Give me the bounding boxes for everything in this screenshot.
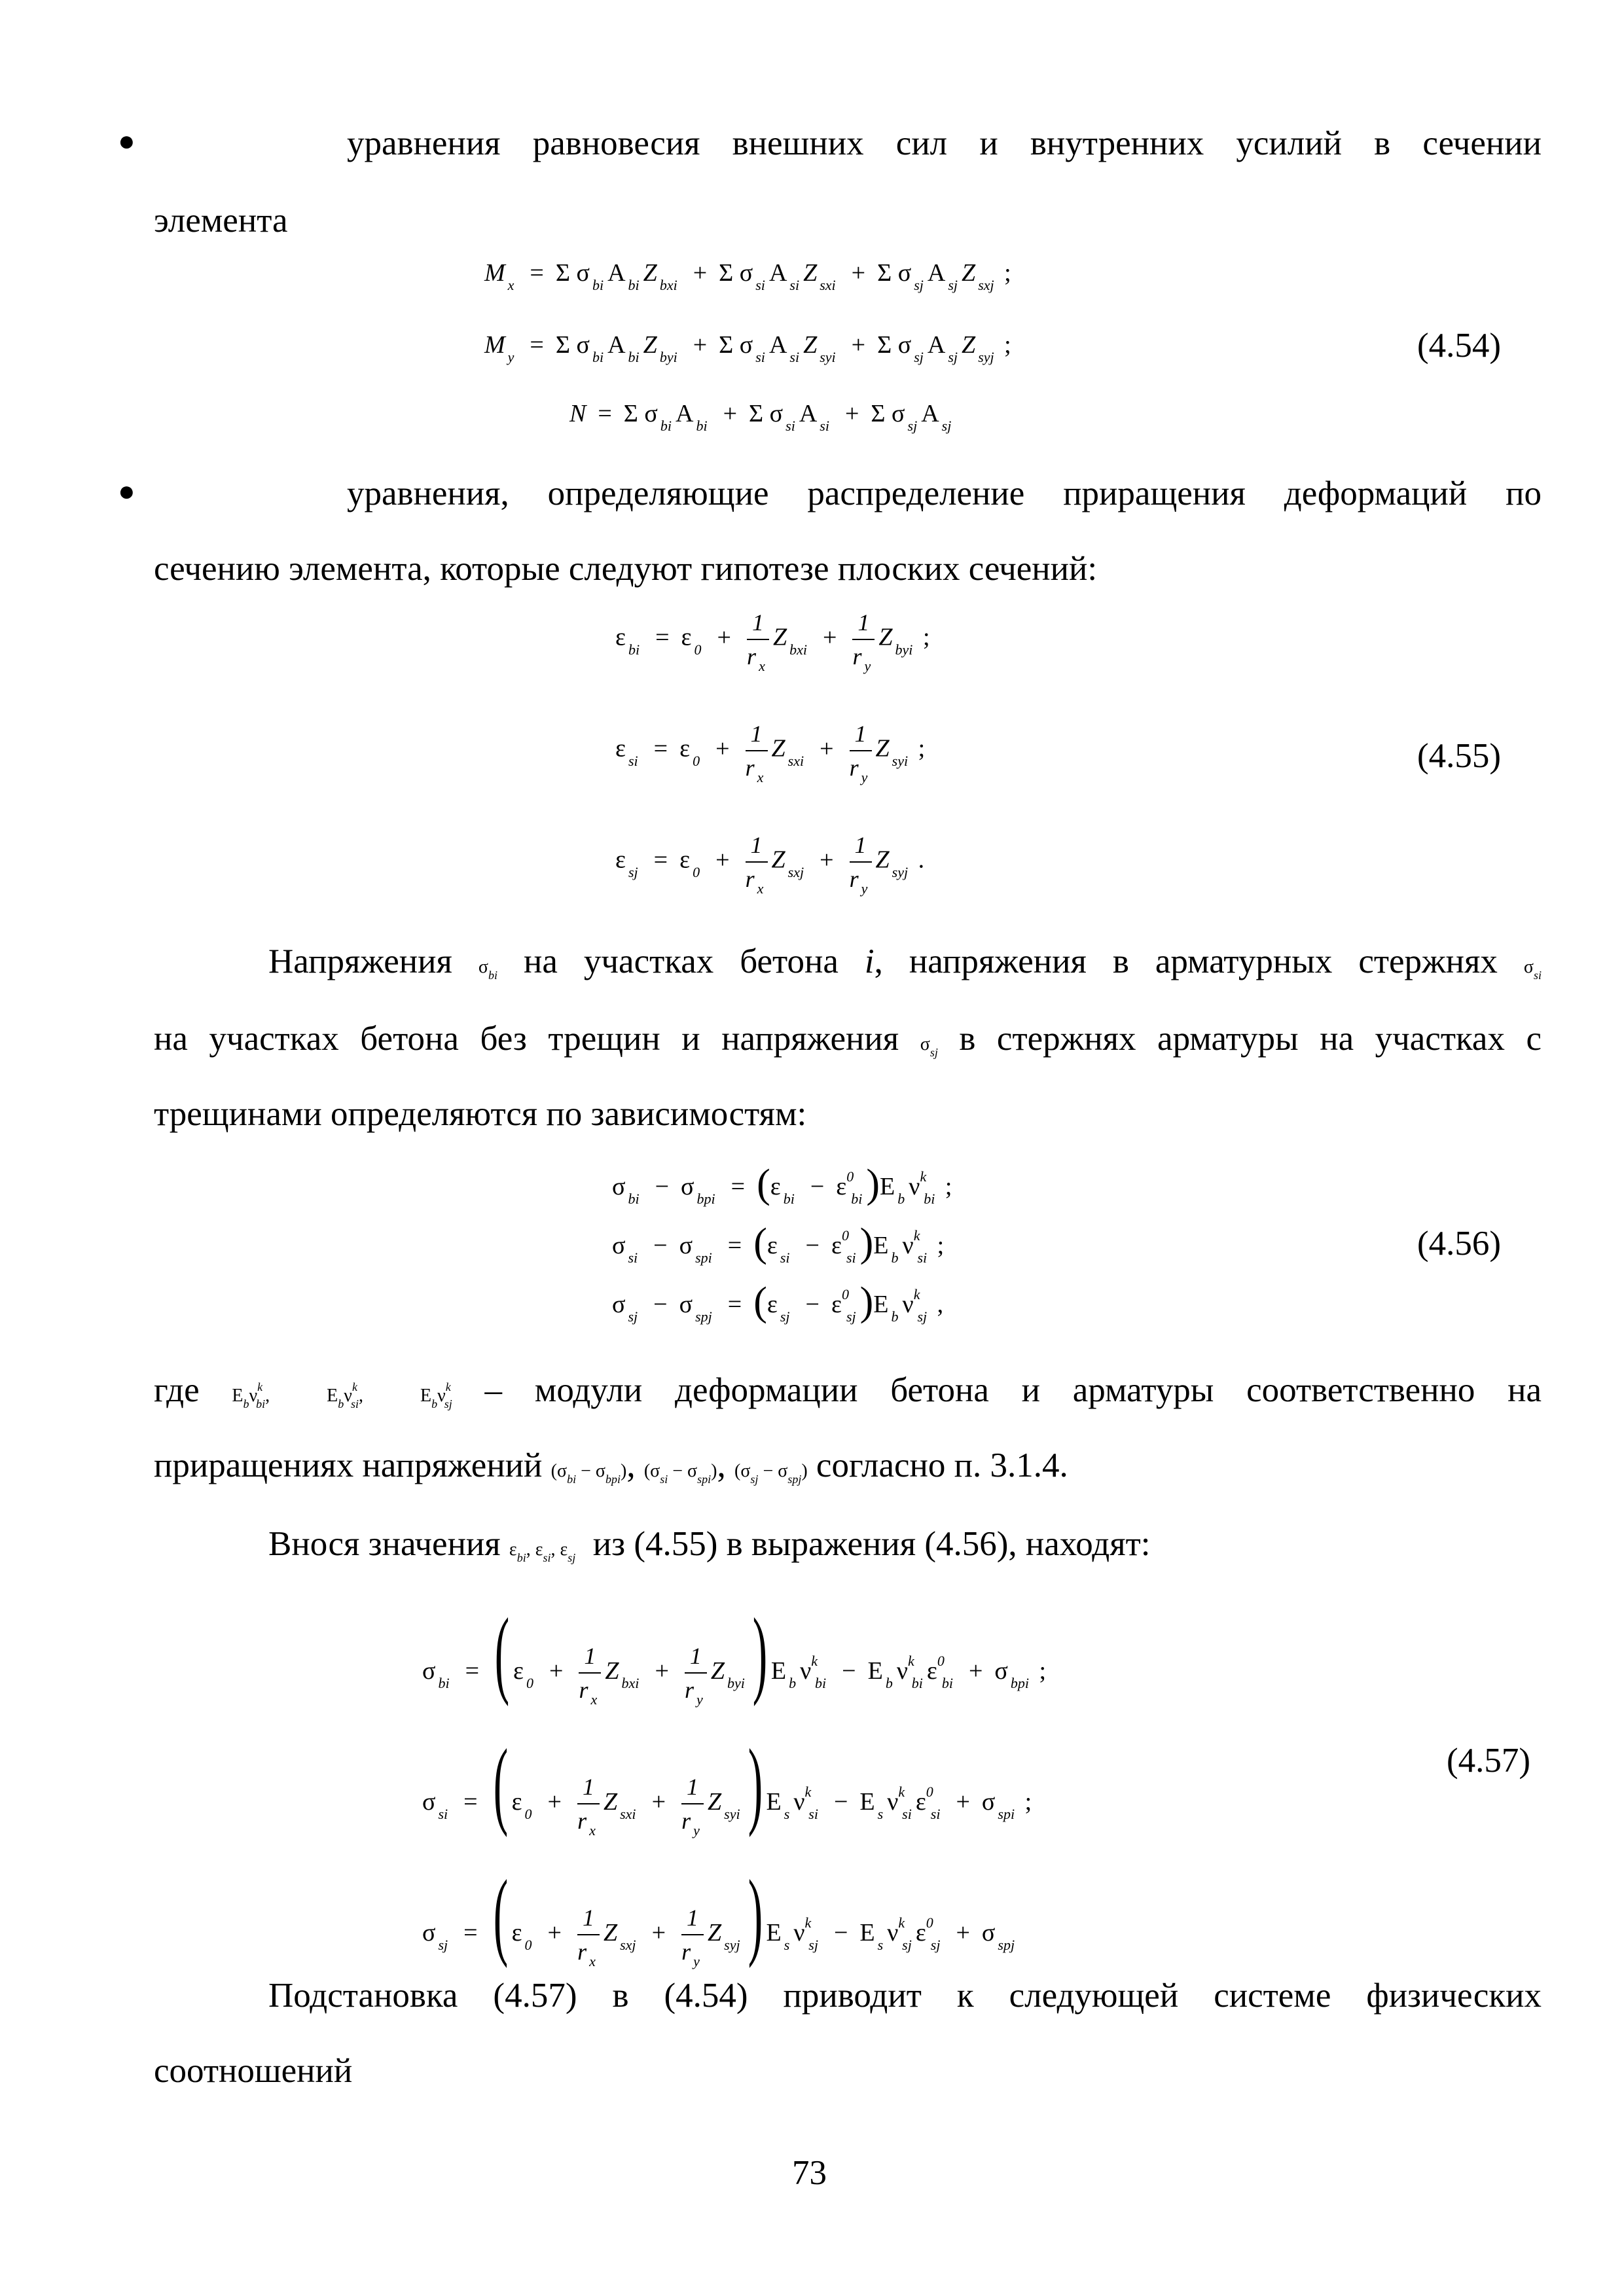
paragraph-substitution-line1: Подстановка (4.57) в (4.54) приводит к следующей системе физических [268,1977,1542,2015]
equation-number: (4.54) [1417,327,1502,365]
equation-number: (4.56) [1417,1225,1502,1263]
equation-sigma-bi-full: σ $_{bi}$ = ( ε $_0$ + $\frac{1}{r _x}$ Z $_{bxi}$ + $\frac{1}{r _y}$ Z $_{byi}$) E $_b$ $\nu^k_{bi} - E$ $_b$ $\nu^k_{bi}$ $\varepsilon^0_{bi} + \sigma$ $_{bpi}$ ; [422,1598,1047,1708]
equation-n: N = Σ σ $_{bi}$ A $_{bi}$ + Σ σ $_{si}$ A $_{si}$ + Σ σ $_{sj}$ A $_{sj}$ [569,400,952,434]
equation-my: M $_y$ = Σ σ $_{bi}$ A $_{bi}$ Z $_{byi}$ + Σ σ $_{si}$ A $_{si}$ Z $_{syi}$ + Σ σ $_{sj}$ A $_{sj}$ Z $_{syj}$ ; [484,331,1011,365]
paragraph-moduli-line2: приращениях напряжений $(\sigma_{bi} - \sigma_{bpi})$, $(\sigma_{si} - \sigma_{spi})$, $(\sigma_{sj} - \sigma_{spj})$ согласно п. 3.1.4. [154,1446,1068,1486]
bullet-text-2: уравнения, определяющие распределение приращения деформаций по [347,475,1542,512]
bullet-text-2-cont: сечению элемента, которые следуют гипотезе плоских сечений: [154,550,1098,588]
bullet-text-1: уравнения равновесия внешних сил и внутренних усилий в сечении [347,124,1542,162]
equation-sigma-bi: σ $_{bi}$ − σ $_{bpi}$ = (ε $_{bi} - \varepsilon^0_{bi})E$ $_b$ $\nu^k_{bi}$ ; [612,1162,952,1207]
paragraph-substitution-line2: соотношений [154,2052,353,2090]
equation-eps-bi: ε $_{bi}$ = ε $_0$ + $\frac{1}{r _x}$ Z $_{bxi}$ + $\frac{1}{r _y}$ Z $_{byi}$ ; [615,609,930,674]
page-number: 73 [792,2154,827,2192]
paragraph-stress-line1: Напряжения $\sigma_{bi}$ на участках бетона i, напряжения в арматурных стержнях $\sigma_{si}$ [268,942,1542,982]
equation-eps-si: ε $_{si}$ = ε $_0$ + $\frac{1}{r _x}$ Z $_{sxi}$ + $\frac{1}{r _y}$ Z $_{syi}$ ; [615,721,926,785]
equation-number: (4.55) [1417,737,1502,775]
equation-sigma-sj: σ $_{sj}$ − σ $_{spj}$ = (ε $_{sj} - \varepsilon^0_{sj})E$ $_b$ $\nu^k_{sj}$ , [612,1280,944,1325]
bullet-text-1-cont: элемента [154,202,288,240]
equation-mx: M $_x$ = Σ σ $_{bi}$ A $_{bi}$ Z $_{bxi}$ + Σ σ $_{si}$ A $_{si}$ Z $_{sxi}$ + Σ σ $_{sj}$ A $_{sj}$ Z $_{sxj}$ ; [484,259,1011,293]
equation-sigma-sj-full: σ $_{sj}$ = ( ε $_0$ + $\frac{1}{r _x}$ Z $_{sxj}$ + $\frac{1}{r _y}$ Z $_{syj}$) E $_s$ $\nu^k_{sj} - E$ $_s$ $\nu^k_{sj}$ $\varepsilon^0_{sj} + \sigma$ $_{spj}$ [422,1860,1015,1970]
equation-sigma-si-full: σ $_{si}$ = ( ε $_0$ + $\frac{1}{r _x}$ Z $_{sxi}$ + $\frac{1}{r _y}$ Z $_{syi}$) E $_s$ $\nu^k_{si} - E$ $_s$ $\nu^k_{si}$ $\varepsilon^0_{si} + \sigma$ $_{spi}$ ; [422,1729,1032,1839]
equation-eps-sj: ε $_{sj}$ = ε $_0$ + $\frac{1}{r _x}$ Z $_{sxj}$ + $\frac{1}{r _y}$ Z $_{syj}$ . [615,832,925,897]
bullet-icon: ● [118,475,135,507]
bullet-icon: ● [118,125,135,157]
equation-sigma-si: σ $_{si}$ − σ $_{spi}$ = (ε $_{si} - \varepsilon^0_{si})E$ $_b$ $\nu^k_{si}$ ; [612,1221,945,1266]
paragraph-moduli-line1: где $E_b\nu^k_{bi}$, $E_b\nu^k_{si}$, $E_b\nu^k_{sj}$ – модули деформации бетона и арматуры соответственно на [154,1371,1542,1410]
paragraph-stress-line2: на участках бетона без трещин и напряжения $\sigma_{sj}$ в стержнях арматуры на участках с [154,1020,1542,1059]
paragraph-substitute: Внося значения $\varepsilon_{bi}$, $\varepsilon_{si}$, $\varepsilon_{sj}$ из (4.55) в выражения (4.56), находят: [268,1525,1151,1564]
equation-number: (4.57) [1447,1742,1531,1780]
paragraph-stress-line3: трещинами определяются по зависимостям: [154,1095,807,1133]
